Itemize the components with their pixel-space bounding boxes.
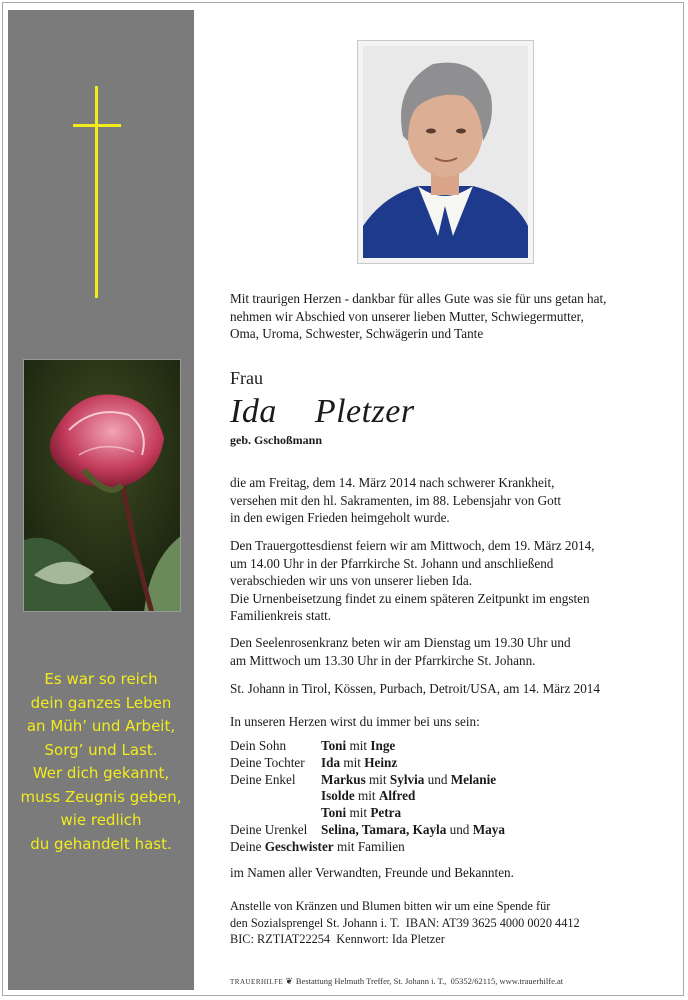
relatives: Toni mit Petra — [321, 805, 402, 821]
family-row-great-grandchildren — [230, 822, 505, 839]
poem-line: Sorg’ und Last. — [44, 740, 158, 759]
portrait-photo — [357, 40, 534, 264]
text-line: Den Seelenrosenkranz beten wir am Dienstag um 19.30 Uhr und — [230, 635, 571, 650]
family-list — [230, 738, 505, 856]
text-line: BIC: RZTIAT22254 Kennwort: Ida Pletzer — [230, 932, 445, 946]
relation-label: Deine Enkel — [230, 771, 296, 787]
family-row-grandchildren-3 — [230, 805, 505, 822]
poem-line: du gehandelt hast. — [30, 834, 172, 853]
leaf-icon: ❦ — [285, 976, 293, 986]
relation-label: Deine Urenkel — [230, 821, 308, 837]
intro-line: Oma, Uroma, Schwester, Schwägerin und Tante — [230, 326, 484, 341]
relatives: Toni mit Inge — [321, 738, 396, 753]
text-line: Den Trauergottesdienst feiern wir am Mittwoch, dem 19. März 2014, — [230, 538, 595, 553]
text-line: um 14.00 Uhr in der Pfarrkirche St. Johann und anschließend — [230, 555, 554, 571]
intro-text — [230, 290, 606, 343]
maiden-name: geb. Gschoßmann — [230, 433, 323, 447]
footer-brand: TRAUERHILFE — [230, 978, 284, 986]
text-line: die am Freitag, dem 14. März 2014 nach schwerer Krankheit, — [230, 475, 555, 490]
text-line: den Sozialsprengel St. Johann i. T. IBAN: AT39 3625 4000 0020 4412 — [230, 915, 580, 930]
death-paragraph — [230, 474, 561, 527]
text-line: am Mittwoch um 13.30 Uhr in der Pfarrkirche St. Johann. — [230, 652, 536, 668]
footer-text: Bestattung Helmuth Treffer, St. Johann i. T., 05352/62115, www.trauerhilfe.at — [295, 976, 564, 986]
donation-text — [230, 898, 580, 948]
rose-image — [23, 359, 181, 612]
poem-line: wie redlich — [60, 811, 142, 829]
poem-line: muss Zeugnis geben, — [20, 787, 182, 806]
poem-line: Es war so reich — [44, 670, 158, 688]
closing-line: im Namen aller Verwandten, Freunde und Bekannten. — [230, 865, 514, 880]
relatives: Isolde mit Alfred — [321, 788, 416, 804]
place-date: St. Johann in Tirol, Kössen, Purbach, Detroit/USA, am 14. März 2014 — [230, 681, 600, 696]
heart-line: In unseren Herzen wirst du immer bei uns sein: — [230, 714, 480, 729]
relatives: Selina, Tamara, Kayla und Maya — [321, 821, 505, 837]
text-line: versehen mit den hl. Sakramenten, im 88. Lebensjahr von Gott — [230, 492, 562, 508]
family-row-grandchildren-2 — [230, 788, 505, 805]
text-line: in den ewigen Frieden heimgeholt wurde. — [230, 510, 450, 525]
family-row-siblings — [230, 839, 505, 856]
relatives: Ida mit Heinz — [321, 754, 398, 770]
poem-line: Wer dich gekannt, — [32, 764, 170, 782]
poem-line: an Müh’ und Arbeit, — [26, 717, 176, 735]
family-row-son — [230, 738, 505, 755]
cross-icon — [95, 86, 98, 298]
text-line: verabschieden wir uns von unserer lieben Ida. — [230, 573, 473, 588]
cross-icon-bar — [73, 124, 121, 127]
poem-line: dein ganzes Leben — [30, 693, 172, 712]
poem — [8, 668, 194, 856]
footer — [230, 976, 563, 987]
relation-label: Dein Sohn — [230, 738, 287, 753]
text-line: Anstelle von Kränzen und Blumen bitten wir um eine Spende für — [230, 899, 551, 913]
salutation: Frau — [230, 368, 263, 388]
intro-line: Mit traurigen Herzen - dankbar für alles Gute was sie für uns getan hat, — [230, 291, 607, 306]
relatives: Deine Geschwister mit Familien — [230, 838, 405, 854]
deceased-name: Ida Pletzer — [230, 393, 415, 430]
text-line: Familienkreis statt. — [230, 608, 332, 623]
service-paragraph — [230, 537, 595, 625]
family-row-grandchildren — [230, 772, 505, 789]
text-line: Die Urnenbeisetzung findet zu einem späteren Zeitpunkt im engsten — [230, 590, 590, 606]
family-row-daughter — [230, 755, 505, 772]
intro-line: nehmen wir Abschied von unserer lieben Mutter, Schwiegermutter, — [230, 308, 584, 324]
relation-label: Deine Tochter — [230, 754, 305, 770]
rosary-paragraph — [230, 634, 571, 669]
relatives: Markus mit Sylvia und Melanie — [321, 771, 497, 787]
